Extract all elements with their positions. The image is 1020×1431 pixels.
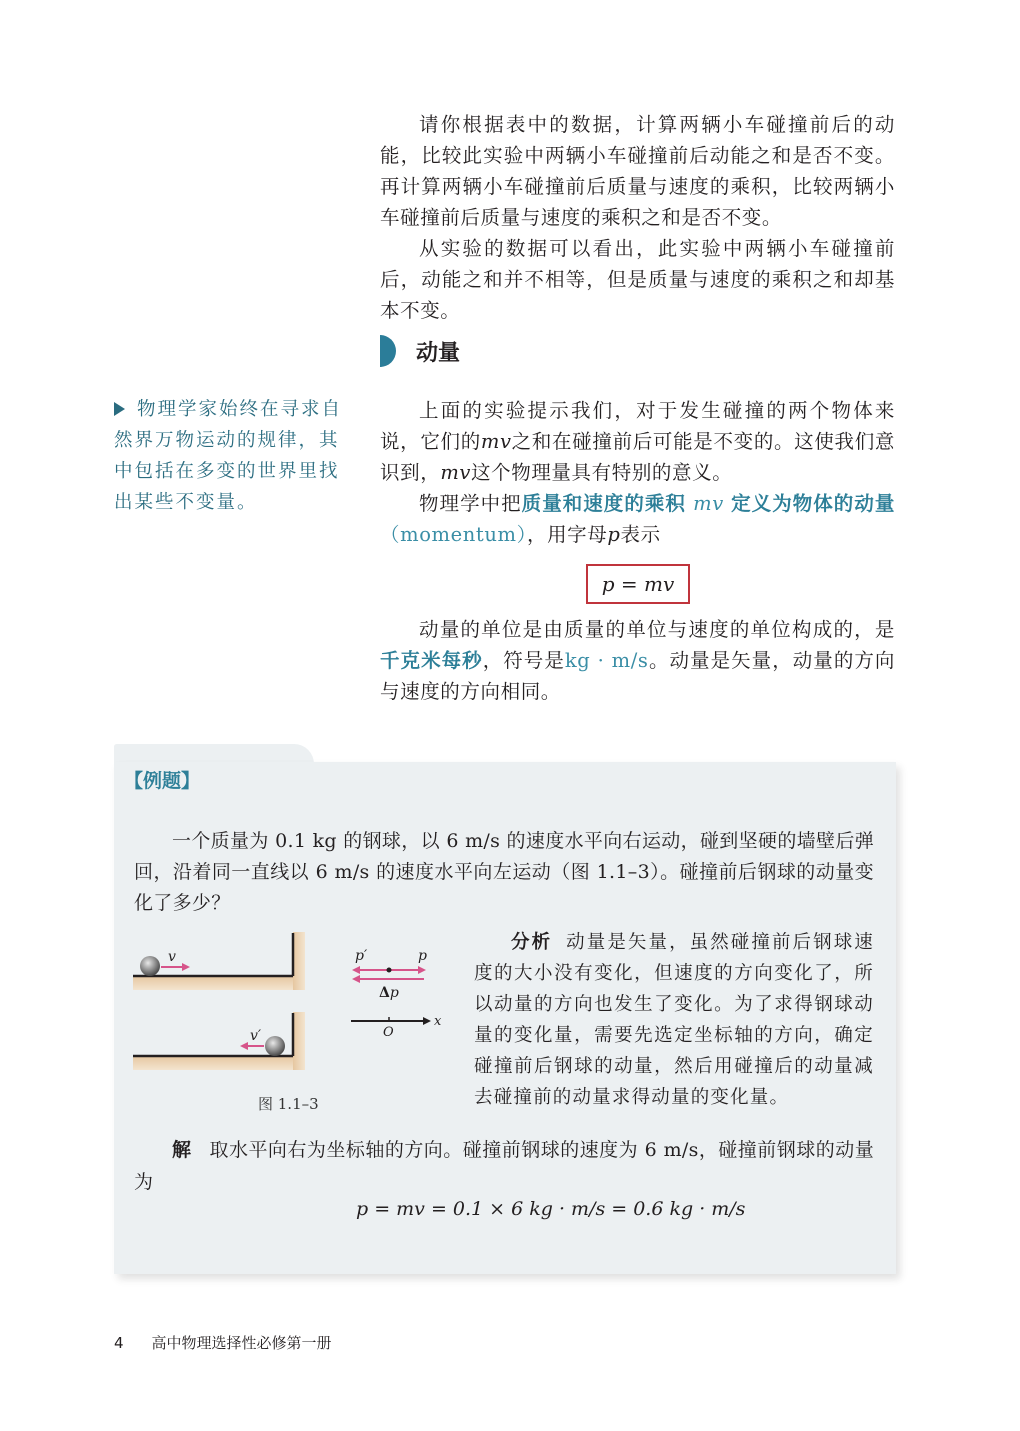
- analysis-text: 动量是矢量，虽然碰撞前后钢球速度的大小没有变化，但速度的方向变化了，所以动量的方向也发生了变化。为了求得钢球动量的变化量，需要先选定坐标轴的方向，确定碰撞前后钢球的动量，然后用碰撞后的动量减去碰撞前的动量求得动量的变化量。: [474, 932, 874, 1108]
- solution-equation: p = mv = 0.1 × 6 kg · m/s = 0.6 kg · m/s: [356, 1198, 746, 1220]
- unit-symbol: kg · m/s: [564, 649, 649, 672]
- unit-highlight: 千克米每秒: [380, 649, 483, 672]
- body-paragraph-1: [380, 395, 895, 488]
- margin-note-text: 物理学家始终在寻求自然界万物运动的规律，其中包括在多变的世界里找出某些不变量。: [114, 399, 343, 513]
- text: ，用字母: [526, 523, 608, 546]
- text: 上面的实验提示我们，对于发生碰撞的两个物体来说，它们的: [380, 399, 895, 453]
- example-question: [134, 826, 874, 919]
- momentum-unit-text: [380, 614, 895, 707]
- text: 动量的单位是由质量的单位与速度的单位构成的，是: [419, 618, 895, 641]
- svg-text:v: v: [168, 949, 176, 965]
- text: 。动量是矢量，动量的方向与速度的方向相同。: [380, 649, 896, 703]
- intro-text: [380, 109, 895, 326]
- body-paragraph-3: [380, 614, 895, 707]
- momentum-vector-diagram: [351, 948, 442, 1040]
- analysis-paragraph: [474, 927, 874, 1113]
- p-symbol: p: [607, 523, 621, 546]
- collision-diagram: [130, 928, 450, 1118]
- section-heading: [380, 333, 460, 369]
- example-solution: [134, 1134, 874, 1198]
- term-english: （momentum）: [380, 523, 527, 546]
- section-marker-icon: [380, 335, 396, 367]
- mv-symbol: mv: [693, 492, 724, 515]
- triangle-pointer-icon: [114, 402, 125, 416]
- svg-text:p′: p′: [355, 948, 368, 964]
- svg-text:Δp: Δp: [379, 985, 399, 1001]
- solution-text: 取水平向右为坐标轴的方向。碰撞前钢球的速度为 6 m/s，碰撞前钢球的动量为: [134, 1139, 874, 1193]
- page-number: 4: [114, 1334, 124, 1352]
- momentum-formula-box: p = mv: [586, 564, 690, 604]
- after-collision-scene: [133, 1012, 305, 1070]
- mv-symbol: mv: [440, 461, 472, 484]
- mv-symbol: mv: [480, 430, 512, 453]
- figure-1-1-3: [130, 928, 450, 1118]
- before-collision-scene: [133, 932, 305, 990]
- body-paragraph-2: [380, 488, 895, 550]
- page-footer: [114, 1332, 332, 1353]
- example-title: 【例题】: [124, 770, 201, 792]
- intro-paragraph-2: 从实验的数据可以看出，此实验中两辆小车碰撞前后，动能之和并不相等，但是质量与速度的乘积之和却基本不变。: [380, 237, 895, 322]
- definition-highlight: 定义为物体的动量: [731, 492, 895, 515]
- solution-paragraph: [134, 1134, 874, 1198]
- svg-text:x: x: [434, 1014, 442, 1029]
- solution-label: 解: [172, 1139, 192, 1161]
- example-box-tab: [114, 744, 314, 764]
- figure-caption: 图 1.1–3: [258, 1095, 319, 1113]
- example-question-text: 一个质量为 0.1 kg 的钢球，以 6 m/s 的速度水平向右运动，碰到坚硬的墙壁后弹回，沿着同一直线以 6 m/s 的速度水平向左运动（图 1.1–3）。碰撞前后钢球的动量变化了多少？: [134, 830, 874, 914]
- momentum-definition-text: [380, 395, 895, 550]
- example-analysis: [474, 927, 874, 1113]
- text: 这个物理量具有特别的意义。: [471, 461, 733, 484]
- text: 表示: [620, 523, 661, 546]
- text: 之和在碰撞前后可能是不变的。这使我们意识到，: [380, 430, 895, 484]
- intro-paragraph-1: 请你根据表中的数据，计算两辆小车碰撞前后的动能，比较此实验中两辆小车碰撞前后动能之和是否不变。再计算两辆小车碰撞前后质量与速度的乘积，比较两辆小车碰撞前后质量与速度的乘积之和是否不变。: [380, 113, 895, 229]
- analysis-label: 分析: [511, 932, 553, 953]
- text: ，符号是: [482, 649, 565, 672]
- margin-note: [114, 394, 346, 518]
- svg-text:p: p: [418, 948, 427, 964]
- svg-text:O: O: [383, 1025, 394, 1040]
- book-title: 高中物理选择性必修第一册: [151, 1334, 332, 1352]
- definition-highlight: 质量和速度的乘积: [521, 492, 686, 515]
- text: 物理学中把: [419, 492, 522, 515]
- svg-text:v′: v′: [250, 1028, 262, 1044]
- section-title: 动量: [416, 340, 461, 366]
